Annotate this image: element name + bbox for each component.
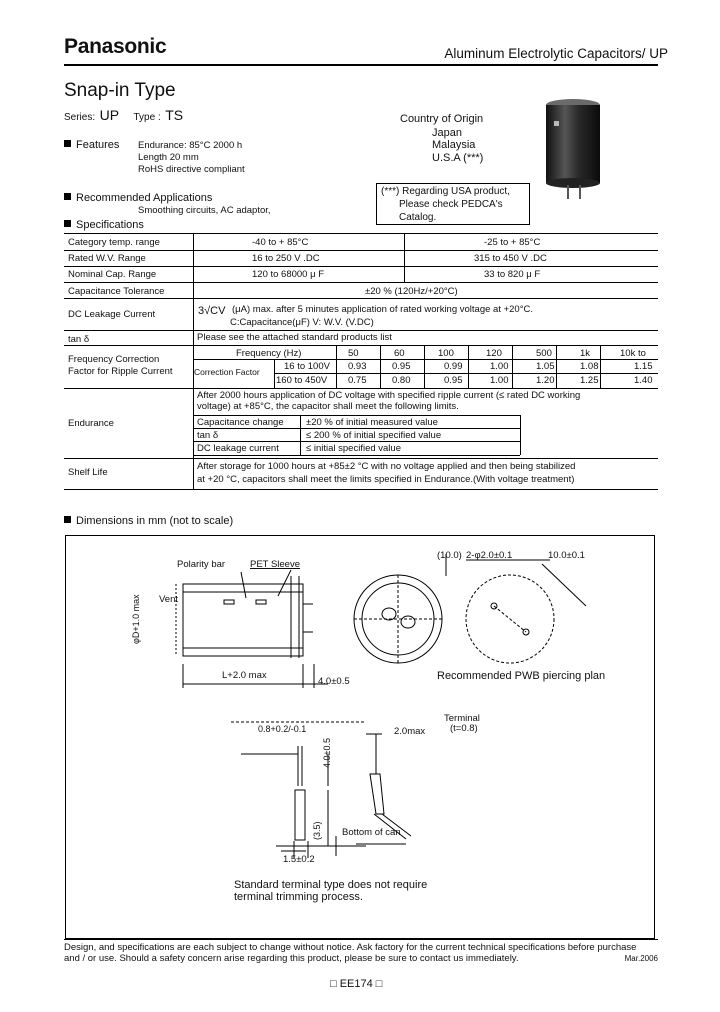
freq-value: 1.40 xyxy=(634,375,653,386)
table-rule xyxy=(64,298,658,299)
brand-logo: Panasonic xyxy=(64,35,167,58)
bottom-of-can-label: Bottom of can xyxy=(342,827,401,838)
document-title: Aluminum Electrolytic Capacitors/ UP xyxy=(444,46,668,61)
spec-value: C:Capacitance(μF) V: W.V. (V.DC) xyxy=(230,317,374,328)
origin-country: Malaysia xyxy=(432,139,476,151)
freq-range: 160 to 450V xyxy=(276,375,328,386)
freq-col-rule xyxy=(468,345,469,388)
table-rule xyxy=(64,388,658,389)
footer-disclaimer: and / or use. Should a safety concern arise regarding this product, please be sure to contact us immediately. xyxy=(64,953,519,964)
footer-date: Mar.2006 xyxy=(624,954,658,963)
freq-header-label: Frequency (Hz) xyxy=(236,348,302,359)
freq-header: 100 xyxy=(438,348,454,359)
spec-label: Capacitance Tolerance xyxy=(68,286,165,297)
spec-label: Frequency Correction xyxy=(68,354,160,365)
height-label: 4.0±0.5 xyxy=(322,738,332,768)
series-line xyxy=(64,107,183,125)
bullet-square-icon xyxy=(64,516,71,523)
endurance-col-rule xyxy=(520,415,521,455)
page-number: □ EE174 □ xyxy=(330,978,383,990)
freq-value: 1.20 xyxy=(536,375,555,386)
table-rule xyxy=(64,458,658,459)
vent-label: Vent xyxy=(159,594,179,605)
spec-label: Factor for Ripple Current xyxy=(68,366,173,377)
spec-value: (μA) max. after 5 minutes application of rated working voltage at +20°C. xyxy=(232,304,534,315)
table-col-rule xyxy=(404,233,405,282)
pin-width-label: 1.5±0.2 xyxy=(283,854,315,865)
lead-length-label: 4.0±0.5 xyxy=(318,676,350,687)
freq-header: 60 xyxy=(394,348,405,359)
table-rule xyxy=(64,330,658,331)
table-rule xyxy=(64,250,658,251)
lead-width-label: 0.8+0.2/-0.1 xyxy=(258,724,307,734)
bullet-square-icon xyxy=(64,220,71,227)
feature-line: RoHS directive compliant xyxy=(138,164,245,175)
page-mark-icon: □ xyxy=(372,978,383,990)
freq-col-rule xyxy=(512,345,513,388)
series-value: UP xyxy=(99,107,120,123)
freq-value: 1.05 xyxy=(536,361,555,372)
applications-heading: Recommended Applications xyxy=(64,192,212,204)
endurance-intro: After 2000 hours application of DC voltage with specified ripple current (≤ rated DC working xyxy=(197,390,581,401)
freq-rule xyxy=(193,359,658,360)
freq-value: 1.15 xyxy=(634,361,653,372)
freq-col-rule xyxy=(274,359,275,388)
diameter-label: φD+1.0 max xyxy=(131,594,141,644)
spec-value: Please see the attached standard products list xyxy=(197,332,392,343)
endurance-item: DC leakage current xyxy=(197,443,279,454)
table-rule xyxy=(64,345,658,346)
freq-header: 10k to xyxy=(620,348,646,359)
pcb-caption: Recommended PWB piercing plan xyxy=(437,670,606,682)
freq-header: 50 xyxy=(348,348,359,359)
spec-label: tan δ xyxy=(68,334,90,345)
freq-value: 0.93 xyxy=(348,361,367,372)
feature-line: Endurance: 85°C 2000 h xyxy=(138,140,243,151)
freq-value: 1.00 xyxy=(490,361,509,372)
endurance-item: Capacitance change xyxy=(197,417,284,428)
pet-sleeve-label: PET Sleeve xyxy=(250,559,300,570)
table-rule xyxy=(64,233,658,234)
origin-country: U.S.A (***) xyxy=(432,152,484,164)
bullet-square-icon xyxy=(64,140,71,147)
spec-label: DC Leakage Current xyxy=(68,309,156,320)
header-rule xyxy=(64,64,658,66)
endurance-limit: ≤ 200 % of initial specified value xyxy=(306,430,442,441)
freq-value: 0.80 xyxy=(392,375,411,386)
spec-value: 120 to 68000 μ F xyxy=(252,269,325,280)
spec-label: Endurance xyxy=(68,418,114,429)
endurance-rule xyxy=(193,455,520,456)
freq-value: 1.25 xyxy=(580,375,599,386)
dimension-drawing xyxy=(66,536,654,938)
polarity-bar-label: Polarity bar xyxy=(177,559,226,570)
leakage-formula: 3√CV xyxy=(198,305,226,317)
freq-value: 1.00 xyxy=(490,375,509,386)
usa-note-box xyxy=(376,183,530,225)
bend-width-label: 2.0max xyxy=(394,726,426,737)
origin-country: Japan xyxy=(432,127,462,139)
freq-value: 0.95 xyxy=(392,361,411,372)
height2-label: (3.5) xyxy=(312,821,322,840)
spec-value: ±20 % (120Hz/+20°C) xyxy=(365,286,458,297)
spec-label: Shelf Life xyxy=(68,467,108,478)
freq-value: 0.75 xyxy=(348,375,367,386)
note-line: Please check PEDCA's xyxy=(399,199,503,210)
features-heading: Features xyxy=(64,139,119,151)
table-rule xyxy=(64,266,658,267)
specifications-heading: Specifications xyxy=(64,219,144,231)
shelf-life-text: at +20 °C, capacitors shall meet the limits specified in Endurance.(With voltage treatment) xyxy=(197,474,575,485)
pcb-top-label: (10.0) xyxy=(437,550,462,561)
origin-title: Country of Origin xyxy=(400,113,484,125)
shelf-life-text: After storage for 1000 hours at +85±2 °C with no voltage applied and then being stabilized xyxy=(197,461,576,472)
endurance-limit: ≤ initial specified value xyxy=(306,443,401,454)
table-rule xyxy=(64,489,658,490)
freq-header: 500 xyxy=(536,348,552,359)
applications-text: Smoothing circuits, AC adaptor, xyxy=(138,205,271,216)
series-label: Series: xyxy=(64,112,96,123)
endurance-col-rule xyxy=(300,415,301,455)
spec-label: Rated W.V. Range xyxy=(68,253,146,264)
note-line: (***) Regarding USA product, xyxy=(381,186,510,197)
endurance-rule xyxy=(193,428,520,429)
freq-header: 1k xyxy=(580,348,591,359)
page-mark-icon: □ xyxy=(330,978,340,990)
type-value: TS xyxy=(165,107,184,123)
table-col-rule xyxy=(193,233,194,489)
terminal-note: terminal trimming process. xyxy=(234,891,363,903)
spec-label: Nominal Cap. Range xyxy=(68,269,157,280)
endurance-intro: voltage) at +85°C, the capacitor shall meet the following limits. xyxy=(197,401,459,412)
freq-col-rule xyxy=(336,345,337,388)
freq-col-rule xyxy=(600,345,601,388)
freq-col-rule xyxy=(556,345,557,388)
freq-value: 1.08 xyxy=(580,361,599,372)
table-rule xyxy=(64,282,658,283)
freq-value: 0.95 xyxy=(444,375,463,386)
spec-value: 33 to 820 μ F xyxy=(484,269,541,280)
endurance-item: tan δ xyxy=(197,430,219,441)
endurance-rule xyxy=(193,415,520,416)
capacitor-photo xyxy=(544,97,602,200)
dimensions-heading: Dimensions in mm (not to scale) xyxy=(64,515,233,527)
footer-disclaimer: Design, and specifications are each subject to change without notice. Ask factory for the current technical specifications before purchase xyxy=(64,942,637,953)
freq-col-rule xyxy=(380,345,381,388)
spec-value: 315 to 450 V .DC xyxy=(474,253,547,264)
freq-value: 0.99 xyxy=(444,361,463,372)
footer-rule xyxy=(64,939,658,940)
spec-value: 16 to 250 V .DC xyxy=(252,253,320,264)
correction-label: Correction Factor xyxy=(194,367,260,377)
freq-range: 16 to 100V xyxy=(284,361,330,372)
spec-label: Category temp. range xyxy=(68,237,160,248)
terminal-note: Standard terminal type does not require xyxy=(234,879,428,891)
freq-header: 120 xyxy=(486,348,502,359)
spec-value: -25 to + 85°C xyxy=(484,237,541,248)
terminal-label: Terminal xyxy=(444,713,480,724)
length-label: L+2.0 max xyxy=(222,670,267,681)
terminal-thickness-label: (t=0.8) xyxy=(450,723,478,734)
bullet-square-icon xyxy=(64,193,71,200)
feature-line: Length 20 mm xyxy=(138,152,199,163)
endurance-limit: ±20 % of initial measured value xyxy=(306,417,438,428)
type-title: Snap-in Type xyxy=(64,80,176,101)
pcb-hole-label: 2-φ2.0±0.1 xyxy=(466,550,513,561)
note-line: Catalog. xyxy=(399,212,437,223)
freq-col-rule xyxy=(424,345,425,388)
pcb-pitch-label: 10.0±0.1 xyxy=(548,550,585,561)
spec-value: -40 to + 85°C xyxy=(252,237,309,248)
endurance-rule xyxy=(193,441,520,442)
type-label: Type : xyxy=(133,112,161,123)
